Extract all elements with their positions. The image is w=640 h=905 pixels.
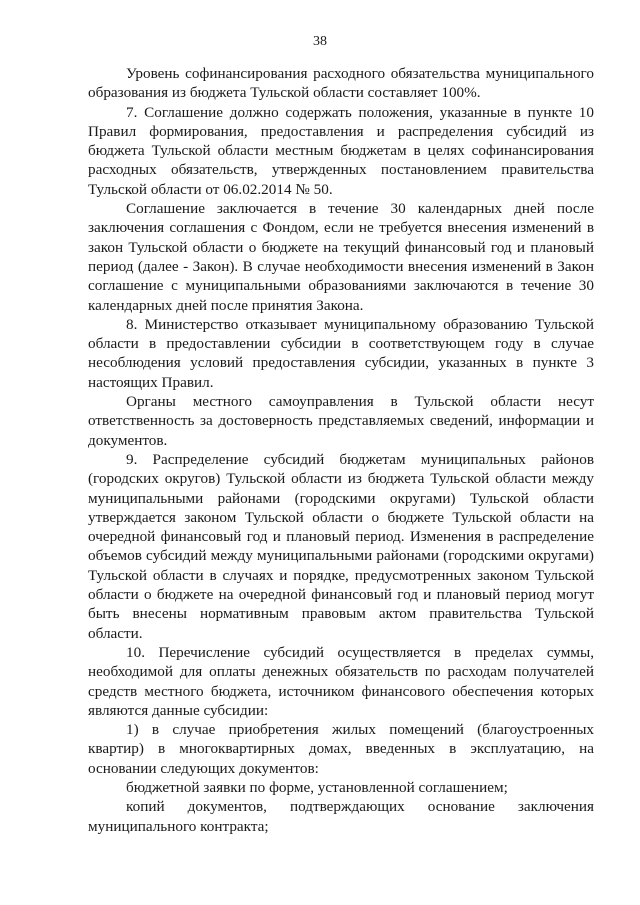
paragraph-agreement-term: Соглашение заключается в течение 30 календарных дней после заключения соглашения с Фондом, если не требуется внесения изменений в закон Тульской области о бюджете на текущий финансовый год и плановый период (далее - Закон). В случае необходимости внесения изменений в Закон соглашение с муниципальными образованиями заключаются в течение 30 календарных дней после принятия Закона. [88, 200, 594, 314]
paragraph-contract-copies: копий документов, подтверждающих основание заключения муниципального контракта; [88, 798, 594, 835]
document-body [88, 64, 594, 836]
paragraph-item-8: 8. Министерство отказывает муниципальному образованию Тульской области в предоставлении субсидии в соответствующем году в случае несоблюдения условий предоставления субсидии, указанных в пункте 3 настоящих Правил. [88, 315, 594, 391]
paragraph-item-7: 7. Соглашение должно содержать положения, указанные в пункте 10 Правил формирования, предоставления и распределения субсидий из бюджета Тульской области местным бюджетам в целях софинансирования расходных обязательств, утвержденных постановлением правительства Тульской области от 06.02.2014 № 50. [88, 103, 594, 198]
paragraph-responsibility: Органы местного самоуправления в Тульской области несут ответственность за достоверность представляемых сведений, информации и документов. [88, 393, 594, 449]
paragraph-item-10: 10. Перечисление субсидий осуществляется в пределах суммы, необходимой для оплаты денежных обязательств по расходам получателей средств местного бюджета, источником финансового обеспечения которых являются данные субсидии: [88, 643, 594, 719]
paragraph-cofinancing-level: Уровень софинансирования расходного обязательства муниципального образования из бюджета Тульской области составляет 100%. [88, 65, 594, 102]
paragraph-item-9: 9. Распределение субсидий бюджетам муниципальных районов (городских округов) Тульской области из бюджета Тульской области между муниципальными районами (городскими округами) Тульской области утверждается законом Тульской области о бюджете Тульской области на очередной финансовый год и плановый период. Изменения в распределение объемов субсидий между муниципальными районами (городскими округами) Тульской области в случаях и порядке, предусмотренных законом Тульской области о бюджете на очередной финансовый год и плановый период могут быть внесены нормативным правовым актом правительства Тульской области. [88, 450, 594, 642]
paragraph-subitem-1: 1) в случае приобретения жилых помещений (благоустроенных квартир) в многоквартирных домах, введенных в эксплуатацию, на основании следующих документов: [88, 721, 594, 777]
paragraph-budget-request: бюджетной заявки по форме, установленной соглашением; [126, 778, 508, 796]
page-number: 38 [313, 34, 327, 49]
